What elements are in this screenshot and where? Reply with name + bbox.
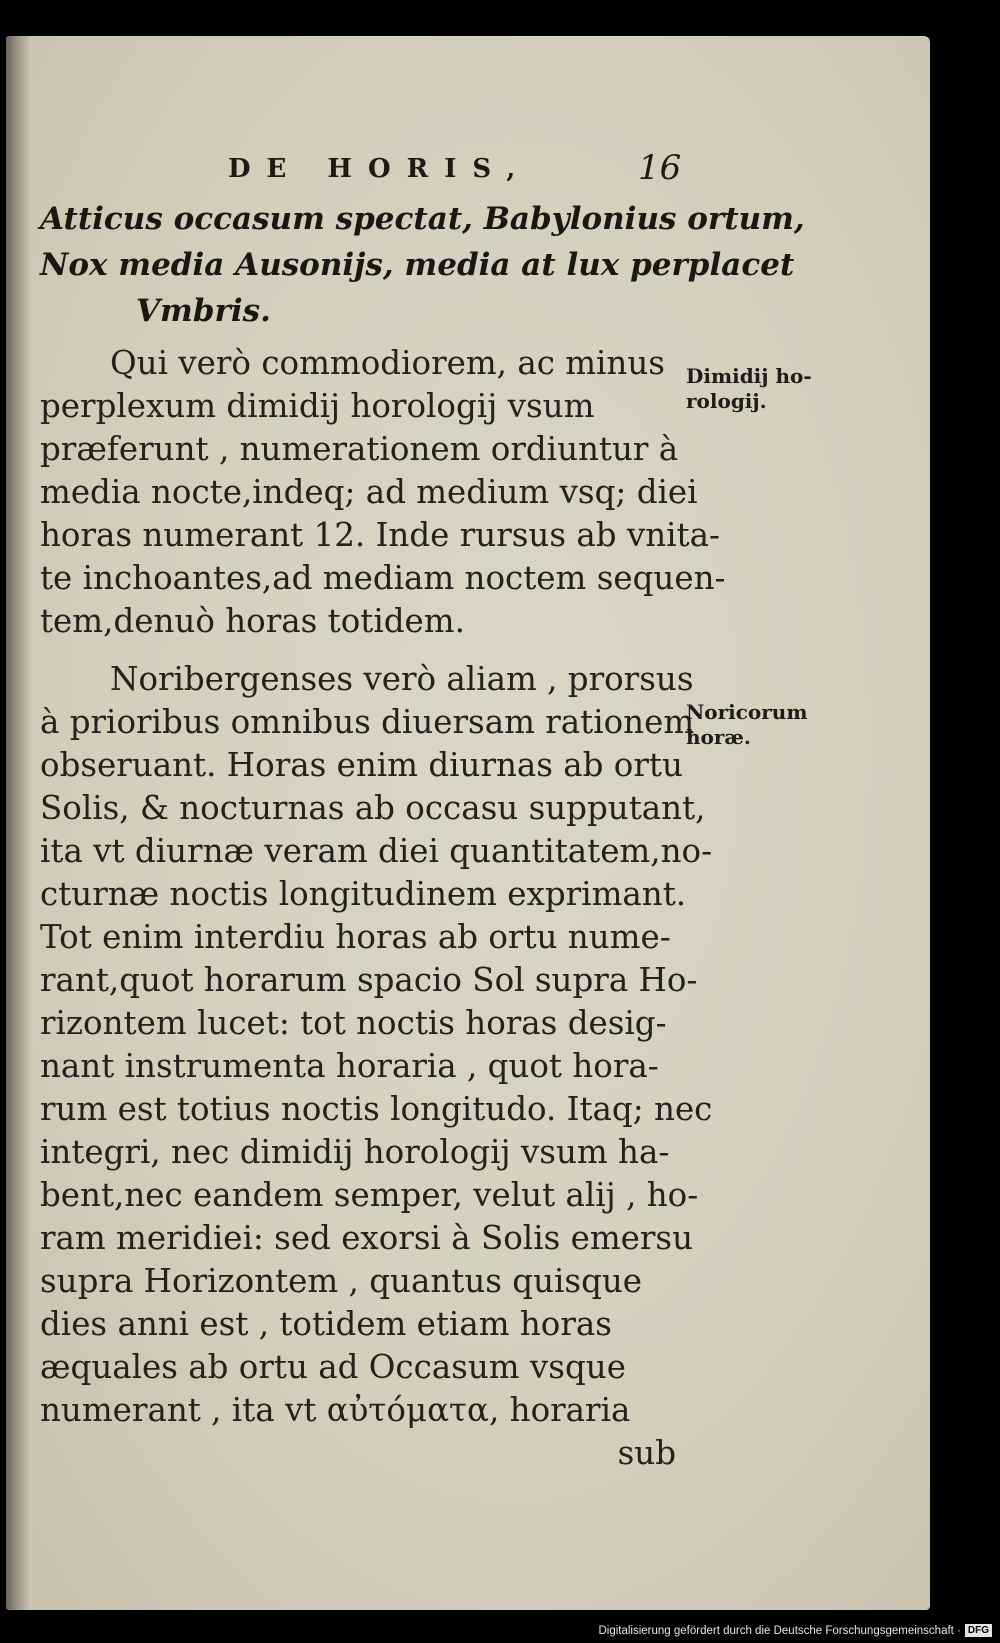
page-gutter-shadow xyxy=(6,36,32,1610)
text-line: rum est totius noctis longitudo. Itaq; nec xyxy=(40,1090,713,1128)
book-page xyxy=(6,36,930,1610)
text-line: nant instrumenta horaria , quot hora- xyxy=(40,1047,659,1085)
text-line: cturnæ noctis longitudinem exprimant. xyxy=(40,875,687,913)
text-line: numerant , ita vt αὐτόματα, horaria xyxy=(40,1391,631,1429)
text-line: Qui verò commodiorem, ac minus xyxy=(110,344,665,382)
margin-note-line: Dimidij ho- xyxy=(686,364,812,388)
digitization-credit xyxy=(598,1624,992,1637)
text-line: perplexum dimidij horologij vsum xyxy=(40,387,595,425)
text-line: ita vt diurnæ veram diei quantitatem,no- xyxy=(40,832,713,870)
text-line: Solis, & nocturnas ab occasu supputant, xyxy=(40,789,706,827)
verse-line: Vmbris. xyxy=(136,293,271,329)
verse-line: Atticus occasum spectat, Babylonius ortum, xyxy=(40,201,805,237)
text-line: horas numerant 12. Inde rursus ab vnita- xyxy=(40,516,720,554)
credit-text: Digitalisierung gefördert durch die Deutsche Forschungsgemeinschaft · xyxy=(598,1624,961,1637)
text-line: rizontem lucet: tot noctis horas desig- xyxy=(40,1004,667,1042)
text-line: præferunt , numerationem ordiuntur à xyxy=(40,430,679,468)
text-line: Tot enim interdiu horas ab ortu nume- xyxy=(40,918,671,956)
text-line: rant,quot horarum spacio Sol supra Ho- xyxy=(40,961,698,999)
verse-block xyxy=(40,196,805,334)
page-number: 16 xyxy=(638,148,682,188)
dfg-logo: DFG xyxy=(965,1624,992,1637)
paragraph-1 xyxy=(40,342,726,643)
text-line: à prioribus omnibus diuersam rationem xyxy=(40,703,695,741)
text-line: ram meridiei: sed exorsi à Solis emersu xyxy=(40,1219,694,1257)
text-line: media nocte,indeq; ad medium vsq; diei xyxy=(40,473,698,511)
margin-note-line: rologij. xyxy=(686,389,767,413)
text-line: æquales ab ortu ad Occasum vsque xyxy=(40,1348,626,1386)
margin-note-dimidij xyxy=(686,364,826,414)
text-line: dies anni est , totidem etiam horas xyxy=(40,1305,612,1343)
text-line: bent,nec eandem semper, velut alij , ho- xyxy=(40,1176,699,1214)
catchword: sub xyxy=(617,1434,676,1472)
paragraph-2 xyxy=(40,658,713,1475)
margin-note-line: horæ. xyxy=(686,725,751,749)
text-line: Noribergenses verò aliam , prorsus xyxy=(110,660,694,698)
text-line: supra Horizontem , quantus quisque xyxy=(40,1262,643,1300)
text-line: integri, nec dimidij horologij vsum ha- xyxy=(40,1133,670,1171)
verse-line: Nox media Ausonijs, media at lux perplacet xyxy=(40,247,795,283)
margin-note-line: Noricorum xyxy=(686,700,808,724)
running-title: DE HORIS, xyxy=(228,154,532,184)
text-line: obseruant. Horas enim diurnas ab ortu xyxy=(40,746,683,784)
text-line: te inchoantes,ad mediam noctem sequen- xyxy=(40,559,726,597)
text-line: tem,denuò horas totidem. xyxy=(40,602,465,640)
margin-note-noricorum xyxy=(686,700,826,750)
